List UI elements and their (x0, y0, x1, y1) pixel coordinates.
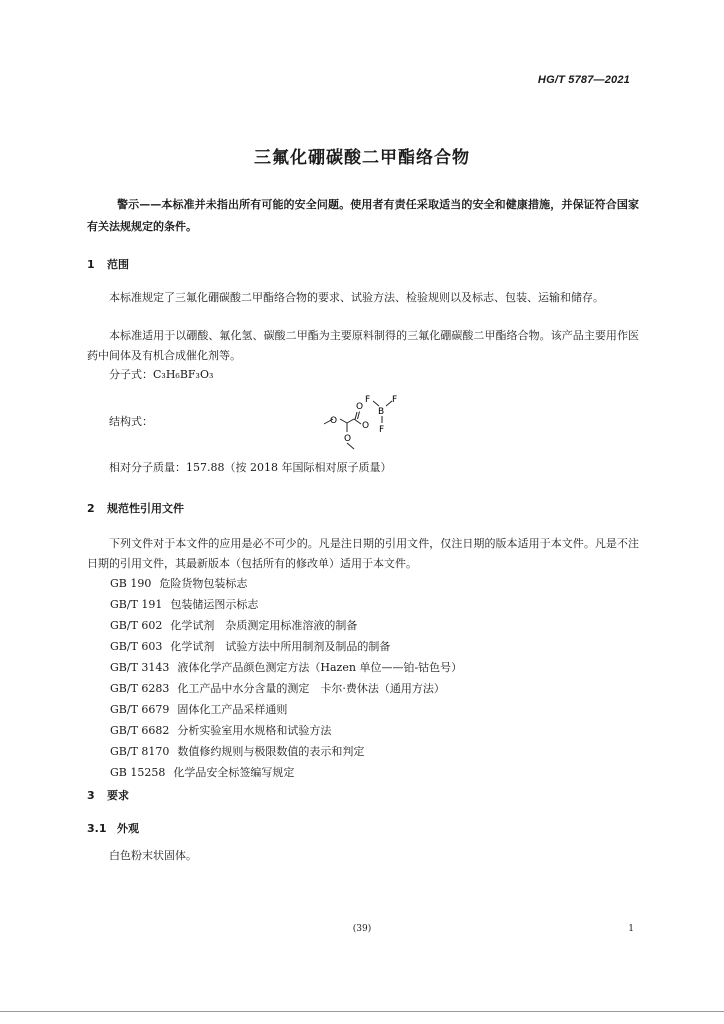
reference-title: 固体化工产品采样通则 (177, 703, 288, 716)
section-title: 范围 (107, 258, 129, 271)
reference-item (110, 764, 294, 780)
reference-item (110, 680, 445, 696)
reference-code: GB/T 191 (110, 598, 163, 611)
molecular-formula (109, 365, 213, 385)
section-number: 2 (87, 502, 95, 515)
reference-title: 化学品安全标签编写规定 (173, 766, 295, 779)
subsection-3-1-heading (87, 820, 139, 836)
reference-item (110, 722, 331, 738)
section-3-heading (87, 787, 129, 803)
atom-f1: F (365, 395, 371, 405)
structural-formula (318, 392, 408, 456)
reference-title: 数值修约规则与极限数值的表示和判定 (177, 745, 365, 758)
warning-paragraph: 警示——本标准并未指出所有可能的安全问题。使用者有责任采取适当的安全和健康措施，并保证符合国家有关法规规定的条件。 (87, 198, 639, 233)
reference-title: 包装储运图示标志 (170, 598, 259, 611)
formula-value: C₃H₆BF₃O₃ (153, 368, 214, 381)
section-2-heading (87, 500, 184, 516)
atom-f2: F (392, 395, 398, 405)
footer-center-number: (39) (352, 924, 372, 934)
reference-code: GB/T 6682 (110, 724, 170, 737)
atom-f3: F (379, 425, 385, 435)
reference-title: 化工产品中水分含量的测定 卡尔·费休法（通用方法） (177, 682, 445, 695)
reference-title: 分析实验室用水规格和试验方法 (177, 724, 332, 737)
document-title: 三氟化硼碳酸二甲酯络合物 (254, 148, 470, 168)
subsection-number: 3.1 (87, 822, 107, 835)
subsection-title: 外观 (117, 822, 139, 835)
atom-o2: O (356, 402, 364, 412)
reference-item (110, 701, 287, 717)
reference-code: GB/T 6679 (110, 703, 170, 716)
reference-title: 液体化学产品颜色测定方法（Hazen 单位——铂-钴色号） (177, 661, 463, 674)
reference-item (110, 638, 390, 654)
reference-code: GB/T 6283 (110, 682, 170, 695)
appearance-text: 白色粉末状固体。 (109, 849, 197, 862)
formula-label: 分子式： (109, 368, 153, 381)
relative-molecular-mass: 相对分子质量：157.88（按 2018 年国际相对原子质量） (109, 461, 392, 474)
reference-code: GB/T 3143 (110, 661, 170, 674)
reference-title: 危险货物包装标志 (159, 577, 248, 590)
scope-paragraph-2: 本标准适用于以硼酸、氟化氢、碳酸二甲酯为主要原料制得的三氟化硼碳酸二甲酯络合物。该产品主要用作医药中间体及有机合成催化剂等。 (87, 329, 639, 362)
atom-b: B (378, 407, 385, 417)
reference-code: GB/T 602 (110, 619, 163, 632)
structure-label: 结构式： (109, 415, 153, 428)
reference-code: GB/T 603 (110, 640, 163, 653)
section-number: 1 (87, 258, 95, 271)
standard-code: HG/T 5787—2021 (537, 74, 630, 86)
reference-code: GB 190 (110, 577, 152, 590)
reference-item (110, 743, 364, 759)
references-intro: 下列文件对于本文件的应用是必不可少的。凡是注日期的引用文件，仅注日期的版本适用于本文件。凡是不注日期的引用文件，其最新版本（包括所有的修改单）适用于本文件。 (87, 537, 639, 570)
section-title: 要求 (107, 789, 129, 802)
reference-title: 化学试剂 试验方法中所用制剂及制品的制备 (170, 640, 391, 653)
section-title: 规范性引用文件 (107, 502, 184, 515)
page-number: 1 (628, 924, 634, 934)
atom-o4: O (344, 434, 352, 444)
reference-code: GB 15258 (110, 766, 166, 779)
reference-item (110, 575, 247, 591)
atom-o1: O (330, 416, 338, 426)
reference-item (110, 596, 258, 612)
reference-code: GB/T 8170 (110, 745, 170, 758)
reference-item (110, 617, 357, 633)
atom-o3: O (362, 421, 370, 431)
section-number: 3 (87, 789, 95, 802)
reference-title: 化学试剂 杂质测定用标准溶液的制备 (170, 619, 358, 632)
section-1-heading (87, 256, 129, 272)
reference-item (110, 659, 462, 675)
scope-paragraph-1: 本标准规定了三氟化硼碳酸二甲酯络合物的要求、试验方法、检验规则以及标志、包装、运输和储存。 (109, 291, 604, 304)
bottom-divider (0, 1011, 724, 1012)
